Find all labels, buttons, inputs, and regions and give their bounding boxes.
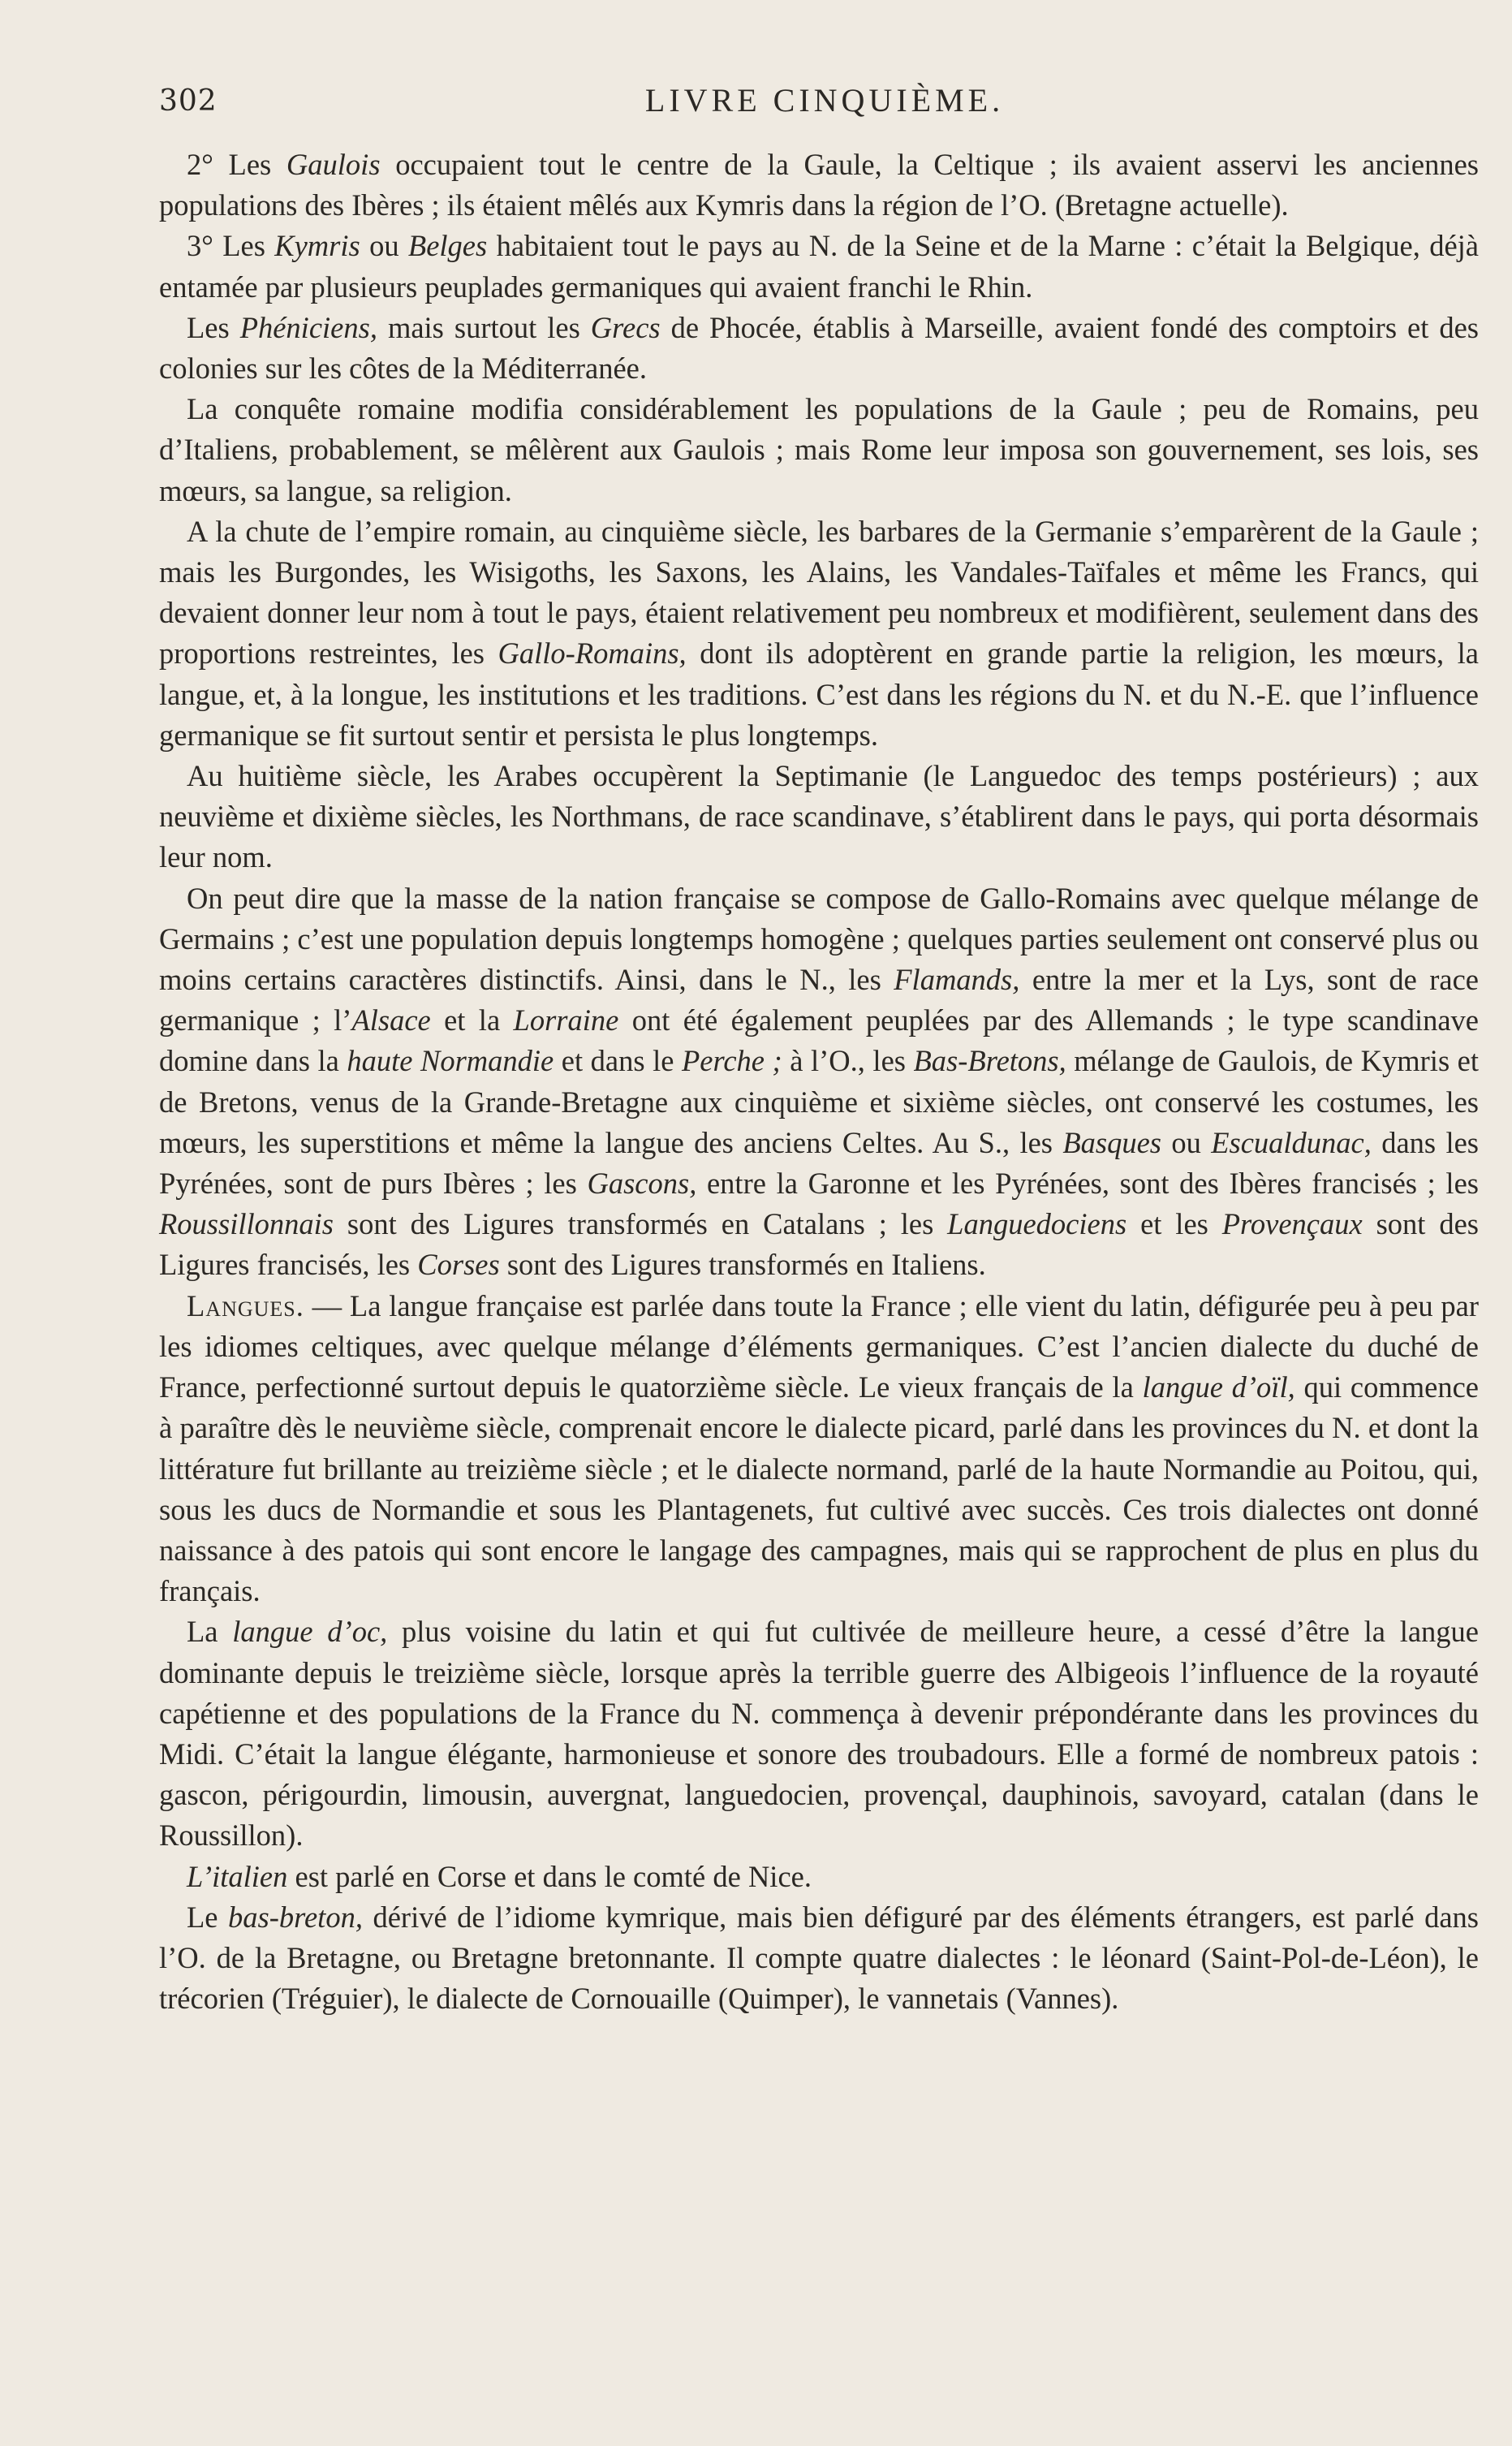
paragraph <box>159 511 1479 756</box>
italic-run: Alsace <box>351 1003 431 1038</box>
italic-run: Roussillonnais <box>159 1207 334 1241</box>
text-run: ou <box>360 229 408 263</box>
italic-run: Grecs <box>590 310 661 344</box>
text-run: 3° Les <box>187 229 275 263</box>
text-run: entre la mer et la Lys, sont de race germanique ; l’ <box>159 963 1479 1038</box>
paragraph <box>159 1857 1479 1897</box>
italic-run: Languedociens <box>947 1207 1127 1241</box>
text-run: de Phocée, établis à Marseille, avaient fondé des comptoirs et des colonies sur les côtes de la Méditerranée. <box>159 310 1479 386</box>
text-run: ou <box>1161 1125 1212 1159</box>
italic-run: Perche ; <box>682 1044 782 1078</box>
text-run: On peut dire que la masse de la nation française se compose de Gallo-Romains avec quelque mélange de Germains ; c’est une population depuis longtemps homogène ; quelques parties seulement ont conservé plus ou moins certains caractères distinctifs. Ainsi, dans le N., les <box>159 881 1479 997</box>
text-run: — La langue française est parlée dans toute la France ; elle vient du latin, défigurée peu à peu par les idiomes celtiques, avec quelque mélange d’éléments germaniques. C’est l’ancien dialecte du duché de France, perfectionné surtout depuis le quatorzième siècle. Le vieux français de la <box>159 1288 1479 1404</box>
text-run: est parlé en Corse et dans le comté de Nice. <box>287 1859 812 1893</box>
text-run: La conquête romaine modifia considérablement les populations de la Gaule ; peu de Romains, peu d’Italiens, probablement, se mêlèrent aux Gaulois ; mais Rome leur imposa son gouvernement, ses lois, ses mœurs, sa langue, sa religion. <box>159 392 1479 507</box>
text-run: Les <box>187 310 240 344</box>
italic-run: Gallo-Romains, <box>498 636 687 671</box>
italic-run: Flamands, <box>894 963 1020 997</box>
paragraph <box>159 1611 1479 1856</box>
text-run: A la chute de l’empire romain, au cinquième siècle, les barbares de la Germanie s’emparèrent de la Gaule ; mais les Burgondes, les Wisigoths, les Saxons, les Alains, les Vandales-Taïfales et même les Francs, qui devaient donner leur nom à tout le pays, étaient relativement peu nombreux et modifièrent, seulement dans des proportions restreintes, les <box>159 514 1479 671</box>
italic-run: haute Normandie <box>347 1044 554 1078</box>
paragraph <box>159 878 1479 1286</box>
text-run: dérivé de l’idiome kymrique, mais bien défiguré par des éléments étrangers, est parlé dans l’O. de la Bretagne, ou Bretagne bretonnante. Il compte quatre dialectes : le léonard (Saint-Pol-de-Léon), le trécorien (Tréguier), le dialecte de Cornouaille (Quimper), le vannetais (Vannes). <box>159 1900 1479 2016</box>
text-run: sont des Ligures transformés en Italiens. <box>499 1248 986 1282</box>
text-run: qui commence à paraître dès le neuvième siècle, comprenait encore le dialecte picard, parlé dans les provinces du N. et dont la littérature fut brillante au treizième siècle ; et le dialecte normand, parlé de la haute Normandie au Poitou, qui, sous les ducs de Normandie et sous les Plantagenets, fut cultivé avec succès. Ces trois dialectes ont donné naissance à des patois qui sont encore le langage des campagnes, mais qui se rapprochent de plus en plus du français. <box>159 1370 1479 1608</box>
paragraph <box>159 1897 1479 2020</box>
italic-run: Gaulois <box>286 148 381 181</box>
paragraph <box>159 308 1479 389</box>
italic-run: Basques <box>1062 1125 1161 1159</box>
italic-run: langue d’oc, <box>232 1615 388 1649</box>
italic-run: Kymris <box>274 229 360 263</box>
text-run: sont des Ligures francisés, les <box>159 1207 1479 1282</box>
text-run: dont ils adoptèrent en grande partie la religion, les mœurs, la langue, et, à la longue, les institutions et les traditions. C’est dans les régions du N. et du N.-E. que l’influence germanique se fit surtout sentir et persista le plus longtemps. <box>159 636 1479 752</box>
page-header <box>159 78 1490 127</box>
text-run: habitaient tout le pays au N. de la Seine et de la Marne : c’était la Belgique, déjà entamée par plusieurs peuplades germaniques qui avaient franchi le Rhin. <box>159 229 1480 304</box>
text-run: et la <box>430 1003 514 1038</box>
text-run: mélange de Gaulois, de Kymris et de Bretons, venus de la Grande-Bretagne aux cinquième et sixième siècles, ont conservé les costumes, les mœurs, les superstitions et même la langue des anciens Celtes. Au S., les <box>159 1044 1480 1159</box>
running-title: LIVRE CINQUIÈME. <box>644 82 1005 119</box>
page-number: 302 <box>159 84 218 118</box>
italic-run: langue d’oïl, <box>1142 1370 1295 1404</box>
text-run: et les <box>1126 1207 1222 1241</box>
text-run: entre la Garonne et les Pyrénées, sont des Ibères francisés ; les <box>696 1167 1479 1201</box>
body-text <box>159 145 1479 2019</box>
paragraph <box>159 389 1479 511</box>
text-run: mais surtout les <box>377 310 591 344</box>
italic-run: Phéniciens, <box>239 310 377 344</box>
text-run: 2° Les <box>187 148 286 181</box>
italic-run: Provençaux <box>1221 1207 1363 1241</box>
section-heading: Langues. <box>187 1288 304 1322</box>
paragraph <box>159 145 1479 226</box>
text-run: et dans le <box>554 1044 682 1078</box>
paragraph <box>159 1286 1479 1612</box>
italic-run: Escualdunac, <box>1211 1125 1372 1159</box>
italic-run: Belges <box>407 229 488 263</box>
text-run: plus voisine du latin et qui fut cultivée de meilleure heure, a cessé d’être la langue dominante depuis le treizième siècle, lorsque après la terrible guerre des Albigeois l’influence de la royauté capétienne et des populations de la France du N. commença à devenir prépondérante dans les provinces du Midi. C’était la langue élégante, harmonieuse et sonore des troubadours. Elle a formé de nombreux patois : gascon, périgourdin, limousin, auvergnat, languedocien, provençal, dauphinois, savoyard, catalan (dans le Roussillon). <box>159 1615 1480 1853</box>
paragraph <box>159 226 1479 307</box>
paragraph <box>159 756 1479 878</box>
text-run: La <box>187 1615 233 1649</box>
text-run: ont été également peuplées par des Allemands ; le type scandinave domine dans la <box>159 1003 1479 1078</box>
italic-run: Lorraine <box>513 1003 619 1038</box>
italic-run: L’italien <box>187 1859 288 1893</box>
text-run: à l’O., les <box>782 1044 914 1078</box>
text-run: sont des Ligures transformés en Catalans ; les <box>333 1207 948 1241</box>
italic-run: Corses <box>417 1248 500 1282</box>
text-run: Au huitième siècle, les Arabes occupèrent la Septimanie (le Languedoc des temps postérieurs) ; aux neuvième et dixième siècles, les Northmans, de race scandinave, s’établirent dans le pays, qui porta désormais leur nom. <box>159 759 1479 874</box>
italic-run: bas-breton, <box>228 1900 363 1934</box>
text-run: occupaient tout le centre de la Gaule, la Celtique ; ils avaient asservi les anciennes populations des Ibères ; ils étaient mêlés aux Kymris dans la région de l’O. (Bretagne actuelle). <box>159 148 1479 222</box>
italic-run: Bas-Bretons, <box>913 1044 1066 1078</box>
text-run: Le <box>187 1900 229 1934</box>
text-run: dans les Pyrénées, sont de purs Ibères ; les <box>159 1125 1479 1201</box>
italic-run: Gascons, <box>587 1167 697 1201</box>
